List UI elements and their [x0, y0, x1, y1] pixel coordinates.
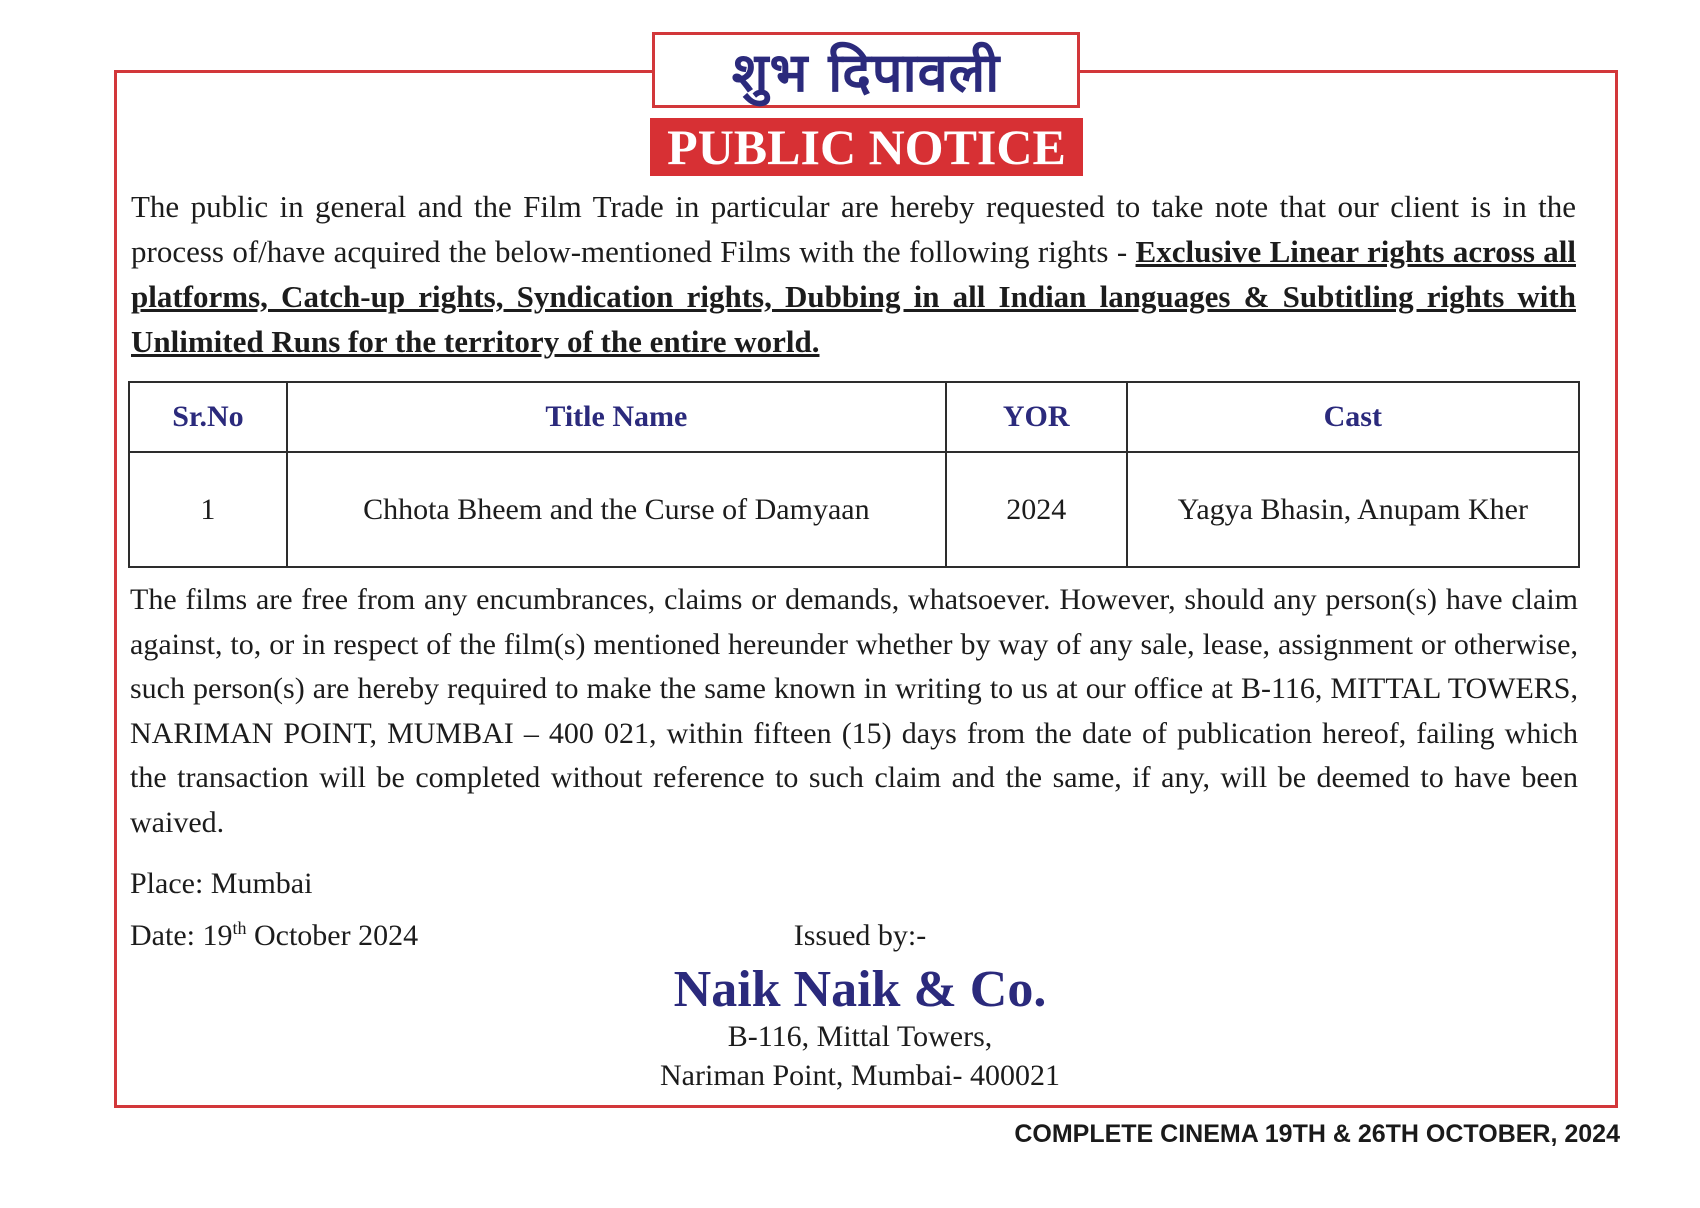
- header-title: Title Name: [287, 382, 946, 452]
- deepavali-greeting: शुभ दिपावली: [652, 32, 1080, 108]
- header-yor: YOR: [946, 382, 1127, 452]
- header-srno: Sr.No: [129, 382, 287, 452]
- issued-by-label: Issued by:-: [793, 919, 927, 952]
- date-rest: October 2024: [246, 919, 419, 952]
- cell-title: Chhota Bheem and the Curse of Damyaan: [287, 452, 946, 567]
- films-table: [128, 381, 1580, 568]
- cell-yor: 2024: [946, 452, 1127, 567]
- publication-footer: COMPLETE CINEMA 19TH & 26TH OCTOBER, 2024: [1014, 1120, 1620, 1148]
- header-cast: Cast: [1127, 382, 1579, 452]
- cell-cast: Yagya Bhasin, Anupam Kher: [1127, 452, 1579, 567]
- firm-address-line2: Nariman Point, Mumbai- 400021: [660, 1059, 1060, 1092]
- notice-body: The films are free from any encumbrances, claims or demands, whatsoever. However, should any person(s) have claim against, to, or in respect of the film(s) mentioned hereunder whether by way of any sale, lease, assignment or otherwise, such person(s) are hereby required to make the same known in writing to us at our office at B-116, MITTAL TOWERS, NARIMAN POINT, MUMBAI – 400 021, within fifteen (15) days from the date of publication hereof, failing which the transaction will be completed without reference to such claim and the same, if any, will be deemed to have been waived.: [130, 583, 1578, 839]
- cell-srno: 1: [129, 452, 287, 567]
- firm-name: Naik Naik & Co.: [673, 961, 1047, 1018]
- date-line: [130, 906, 418, 958]
- notice-title: PUBLIC NOTICE: [650, 118, 1083, 176]
- firm-address-line1: B-116, Mittal Towers,: [727, 1020, 993, 1053]
- table-row: [129, 452, 1579, 567]
- intro-paragraph: [131, 184, 1576, 364]
- place-line: Place: Mumbai: [130, 867, 313, 900]
- date-ordinal: th: [232, 918, 247, 938]
- date-prefix: Date: 19: [130, 919, 233, 952]
- rights-text: Exclusive Linear rights across all platforms, Catch-up rights, Syndication rights, Dubbing in all Indian languages & Subtitling rights with Unlimited Runs for the territory of the entire world.: [131, 234, 1576, 359]
- table-header-row: [129, 382, 1579, 452]
- intro-text: The public in general and the Film Trade in particular are hereby requested to take note that our client is in the process of/have acquired the below-mentioned Films with the following rights -: [131, 189, 1576, 269]
